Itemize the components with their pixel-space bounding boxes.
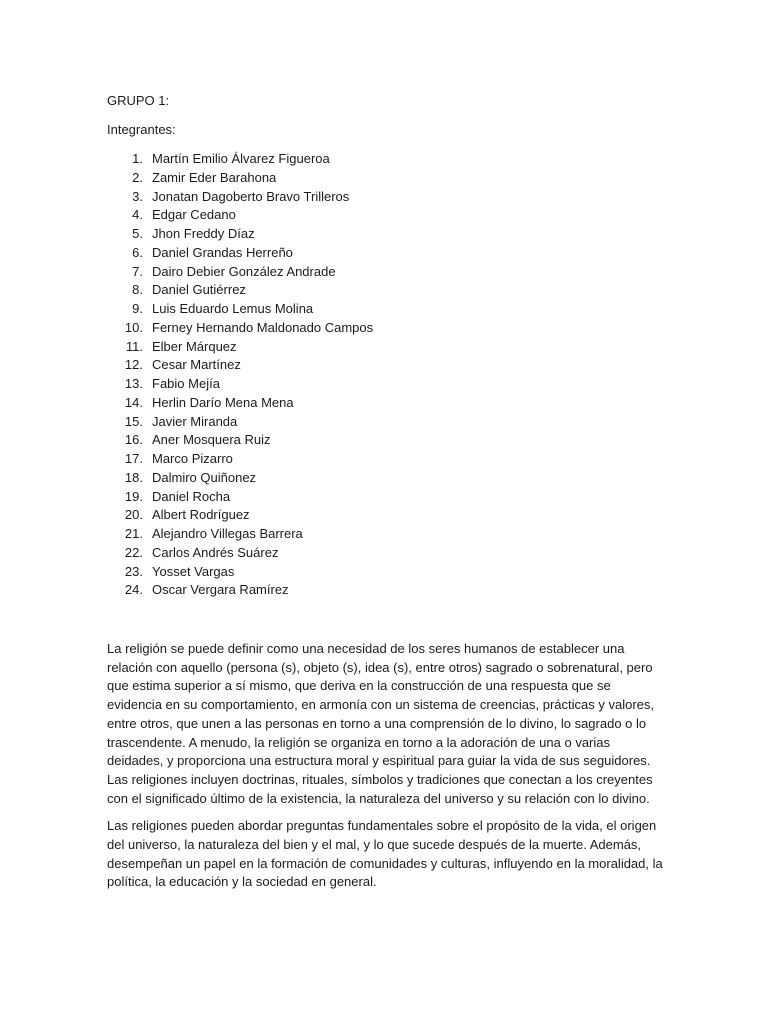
members-label: Integrantes: xyxy=(107,122,176,137)
list-number: 15. xyxy=(124,413,143,429)
member-name: Cesar Martínez xyxy=(152,357,241,373)
list-number: 10. xyxy=(124,319,143,335)
member-name: Zamir Eder Barahona xyxy=(152,169,277,185)
list-number: 18. xyxy=(124,469,143,485)
member-name: Carlos Andrés Suárez xyxy=(152,544,279,560)
list-number: 13. xyxy=(124,376,143,391)
list-number: 17. xyxy=(124,451,143,466)
members-list xyxy=(107,150,667,600)
member-name: Aner Mosquera Ruiz xyxy=(152,432,271,448)
list-number: 11. xyxy=(125,338,143,354)
list-number: 22. xyxy=(124,544,143,560)
list-item xyxy=(107,469,667,488)
list-item xyxy=(107,525,667,544)
member-name: Dalmiro Quiñonez xyxy=(152,469,257,485)
list-item xyxy=(107,281,667,300)
list-number: 6. xyxy=(132,244,143,260)
list-number: 16. xyxy=(124,432,143,448)
member-name: Luis Eduardo Lemus Molina xyxy=(152,301,314,316)
member-name: Dairo Debier González Andrade xyxy=(152,263,336,279)
list-number: 9. xyxy=(132,301,143,316)
list-number: 8. xyxy=(132,282,143,298)
member-name: Daniel Rocha xyxy=(152,488,231,504)
document-page xyxy=(107,92,667,892)
list-number: 23. xyxy=(124,563,143,579)
list-item xyxy=(107,263,667,282)
list-number: 1. xyxy=(132,151,143,166)
body-paragraph: La religión se puede definir como una necesidad de los seres humanos de establecer una relación con aquello (persona (s), objeto (s), idea (s), entre otros) sagrado o sobrenatural, pero que estima superior a sí mismo, que deriva en la construcción de una respuesta que se evidencia en su comportamiento, en armonía con un sistema de creencias, prácticas y valores, entre otros, que unen a las personas en torno a una comprensión de lo divino, lo sagrado o lo trascendente. A menudo, la religión se organiza en torno a la adoración de una o varias deidades, y proporciona una estructura moral y espiritual para guiar la vida de sus seguidores. Las religiones incluyen doctrinas, rituales, símbolos y tradiciones que conectan a los creyentes con el significado último de la existencia, la naturaleza del universo y su relación con lo divino. xyxy=(107,641,654,806)
list-number: 14. xyxy=(124,394,143,410)
list-item xyxy=(107,581,667,600)
list-item xyxy=(107,506,667,525)
list-number: 12. xyxy=(124,357,143,373)
member-name: Alejandro Villegas Barrera xyxy=(152,526,303,541)
list-number: 20. xyxy=(124,507,143,523)
list-item xyxy=(107,225,667,244)
list-item xyxy=(107,244,667,263)
list-item xyxy=(107,338,667,357)
member-name: Fabio Mejía xyxy=(152,376,220,391)
list-number: 19. xyxy=(124,488,143,504)
member-name: Javier Miranda xyxy=(152,413,238,429)
list-item xyxy=(107,544,667,563)
member-name: Jhon Freddy Díaz xyxy=(152,226,255,241)
list-number: 24. xyxy=(124,582,143,598)
list-number: 2. xyxy=(132,169,143,185)
list-item xyxy=(107,431,667,450)
member-name: Daniel Grandas Herreño xyxy=(152,244,293,260)
list-item xyxy=(107,563,667,582)
member-name: Yosset Vargas xyxy=(152,563,235,579)
group-title: GRUPO 1: xyxy=(107,93,170,108)
list-item xyxy=(107,319,667,338)
list-number: 5. xyxy=(132,226,143,241)
list-item xyxy=(107,413,667,432)
list-item xyxy=(107,450,667,469)
member-name: Herlin Darío Mena Mena xyxy=(152,394,294,410)
list-item xyxy=(107,300,667,319)
member-name: Jonatan Dagoberto Bravo Trilleros xyxy=(152,188,350,204)
list-item xyxy=(107,188,667,207)
list-item xyxy=(107,488,667,507)
list-number: 7. xyxy=(132,263,143,279)
member-name: Elber Márquez xyxy=(152,338,237,354)
member-name: Albert Rodríguez xyxy=(152,507,250,523)
list-number: 21. xyxy=(124,526,143,541)
list-number: 4. xyxy=(132,207,143,223)
member-name: Oscar Vergara Ramírez xyxy=(152,582,289,598)
list-item xyxy=(107,356,667,375)
list-item xyxy=(107,206,667,225)
list-item xyxy=(107,150,667,169)
member-name: Daniel Gutiérrez xyxy=(152,282,246,298)
member-name: Ferney Hernando Maldonado Campos xyxy=(152,319,374,335)
member-name: Edgar Cedano xyxy=(152,207,236,223)
list-number: 3. xyxy=(132,188,143,204)
list-item xyxy=(107,394,667,413)
list-item xyxy=(107,375,667,394)
member-name: Marco Pizarro xyxy=(152,451,233,466)
body-paragraph: Las religiones pueden abordar preguntas fundamentales sobre el propósito de la vida, el origen del universo, la naturaleza del bien y el mal, y lo que sucede después de la muerte. Además, desempeñan un papel en la formación de comunidades y culturas, influyendo en la moralidad, la política, la educación y la sociedad en general. xyxy=(107,818,663,890)
member-name: Martín Emilio Álvarez Figueroa xyxy=(152,151,330,166)
list-item xyxy=(107,169,667,188)
